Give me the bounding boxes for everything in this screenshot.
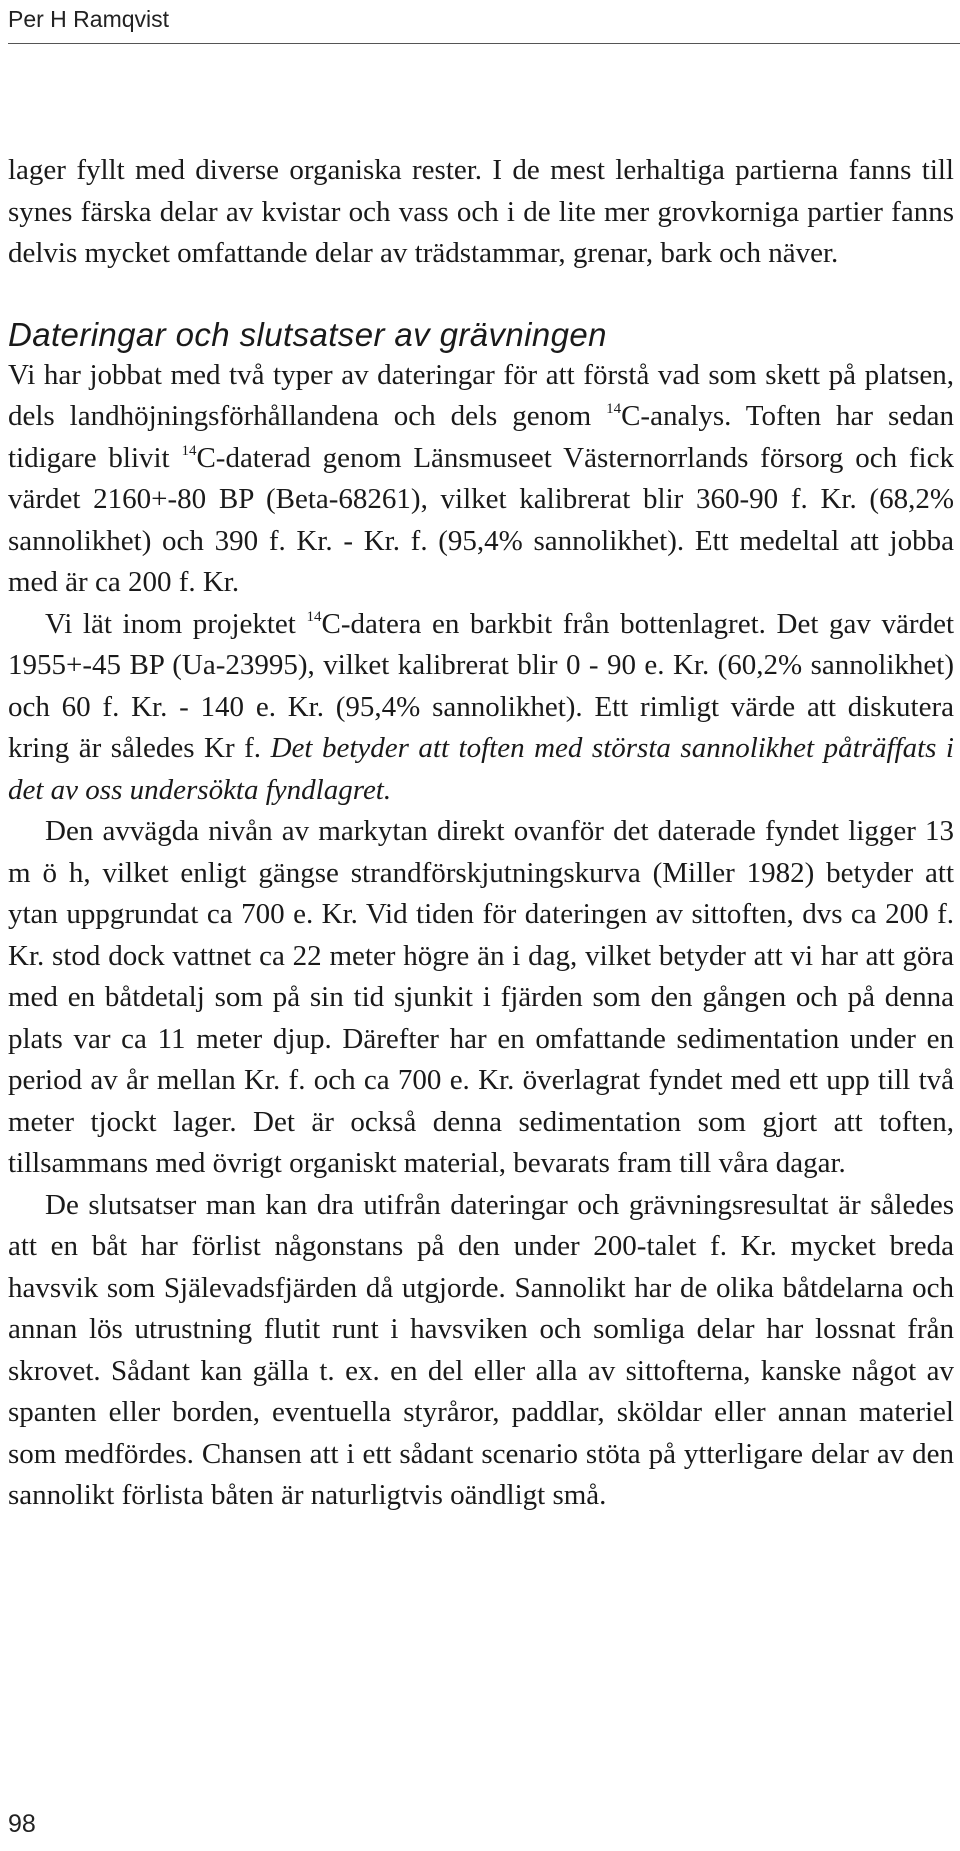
paragraph-text: Vi har jobbat med två typer av dateringar för att förstå vad som skett på platsen, dels landhöjningsförhållandena och dels genom <box>8 358 954 432</box>
running-header-author: Per H Ramqvist <box>8 6 170 32</box>
paragraph-continuation: lager fyllt med diverse organiska rester. I de mest lerhaltiga partierna fanns till synes färska delar av kvistar och vass och i de lite mer grovkorniga partier fanns delvis mycket omfattande delar av trädstammar, grenar, bark och näver. <box>8 154 954 269</box>
body-text <box>8 150 954 1517</box>
header-divider <box>8 43 960 44</box>
emphasized-conclusion: Det betyder att toften med största sannolikhet påträffats i det av oss undersökta fyndlagret. <box>8 732 954 806</box>
isotope-superscript: 14 <box>181 442 197 459</box>
isotope-superscript: 14 <box>306 608 322 625</box>
isotope-superscript: 14 <box>606 401 622 417</box>
paragraph-dating-methods <box>8 355 954 604</box>
paragraph-project-dating <box>8 604 954 812</box>
paragraph-text: C-datera en barkbit från bottenlagret. Det gav värdet 1955+-45 BP (Ua-23995), vilket kalibrerat blir 0 - 90 e. Kr. (60,2% sannolikhet) och 60 f. Kr. - 140 e. Kr. (95,4% sannolikhet). Ett rimligt värde att diskutera kring är således Kr f. <box>8 607 955 764</box>
paragraph-text: C-analys. Toften har sedan tidigare blivit <box>8 400 954 474</box>
page-number: 98 <box>8 1810 36 1838</box>
paragraph-land-uplift: Den avvägda nivån av markytan direkt ovanför det daterade fyndet ligger 13 m ö h, vilket enligt gängse strandförskjutningskurva (Miller 1982) betyder att ytan uppgrundat ca 700 e. Kr. Vid tiden för dateringen av sittoften, dvs ca 200 f. Kr. stod dock vattnet ca 22 meter högre än i dag, vilket betyder att vi har att göra med en båtdetalj som på sin tid sjunkit i fjärden som den gången och på denna plats var ca 11 meter djup. Därefter har en omfattande sedimentation under en period av år mellan Kr. f. och ca 700 e. Kr. överlagrat fyndet med ett upp till två meter tjockt lager. Det är också denna sedimentation som gjort att toften, tillsammans med övrigt organiskt material, bevarats fram till våra dagar. <box>8 815 954 1179</box>
paragraph-conclusions: De slutsatser man kan dra utifrån dateringar och grävningsresultat är således att en båt har förlist någonstans på den under 200-talet f. Kr. mycket breda havsvik som Själevadsfjärden då utgjorde. Sannolikt har de olika båtdelarna och annan lös utrustning flutit runt i havsviken och somliga delar har lossnat från skrovet. Sådant kan gälla t. ex. en del eller alla av sittofterna, kanske något av spanten eller borden, eventuella styråror, paddlar, sköldar eller annan materiel som medfördes. Chansen att i ett sådant scenario stöta på ytterligare delar av den sannolikt förlista båten är naturligtvis oändligt små. <box>8 1188 954 1511</box>
paragraph-text: Vi lät inom projektet <box>45 607 307 640</box>
paragraph-text: C-daterad genom Länsmuseet Västernorrlands försorg och fick värdet 2160+-80 BP (Beta-68261), vilket kalibrerat blir 360-90 f. Kr. (68,2% sannolikhet) och 390 f. Kr. - Kr. f. (95,4% sannolikhet). Ett medeltal att jobba med är ca 200 f. Kr. <box>8 441 954 598</box>
section-heading: Dateringar och slutsatser av grävningen <box>8 315 607 353</box>
running-header <box>0 0 960 44</box>
